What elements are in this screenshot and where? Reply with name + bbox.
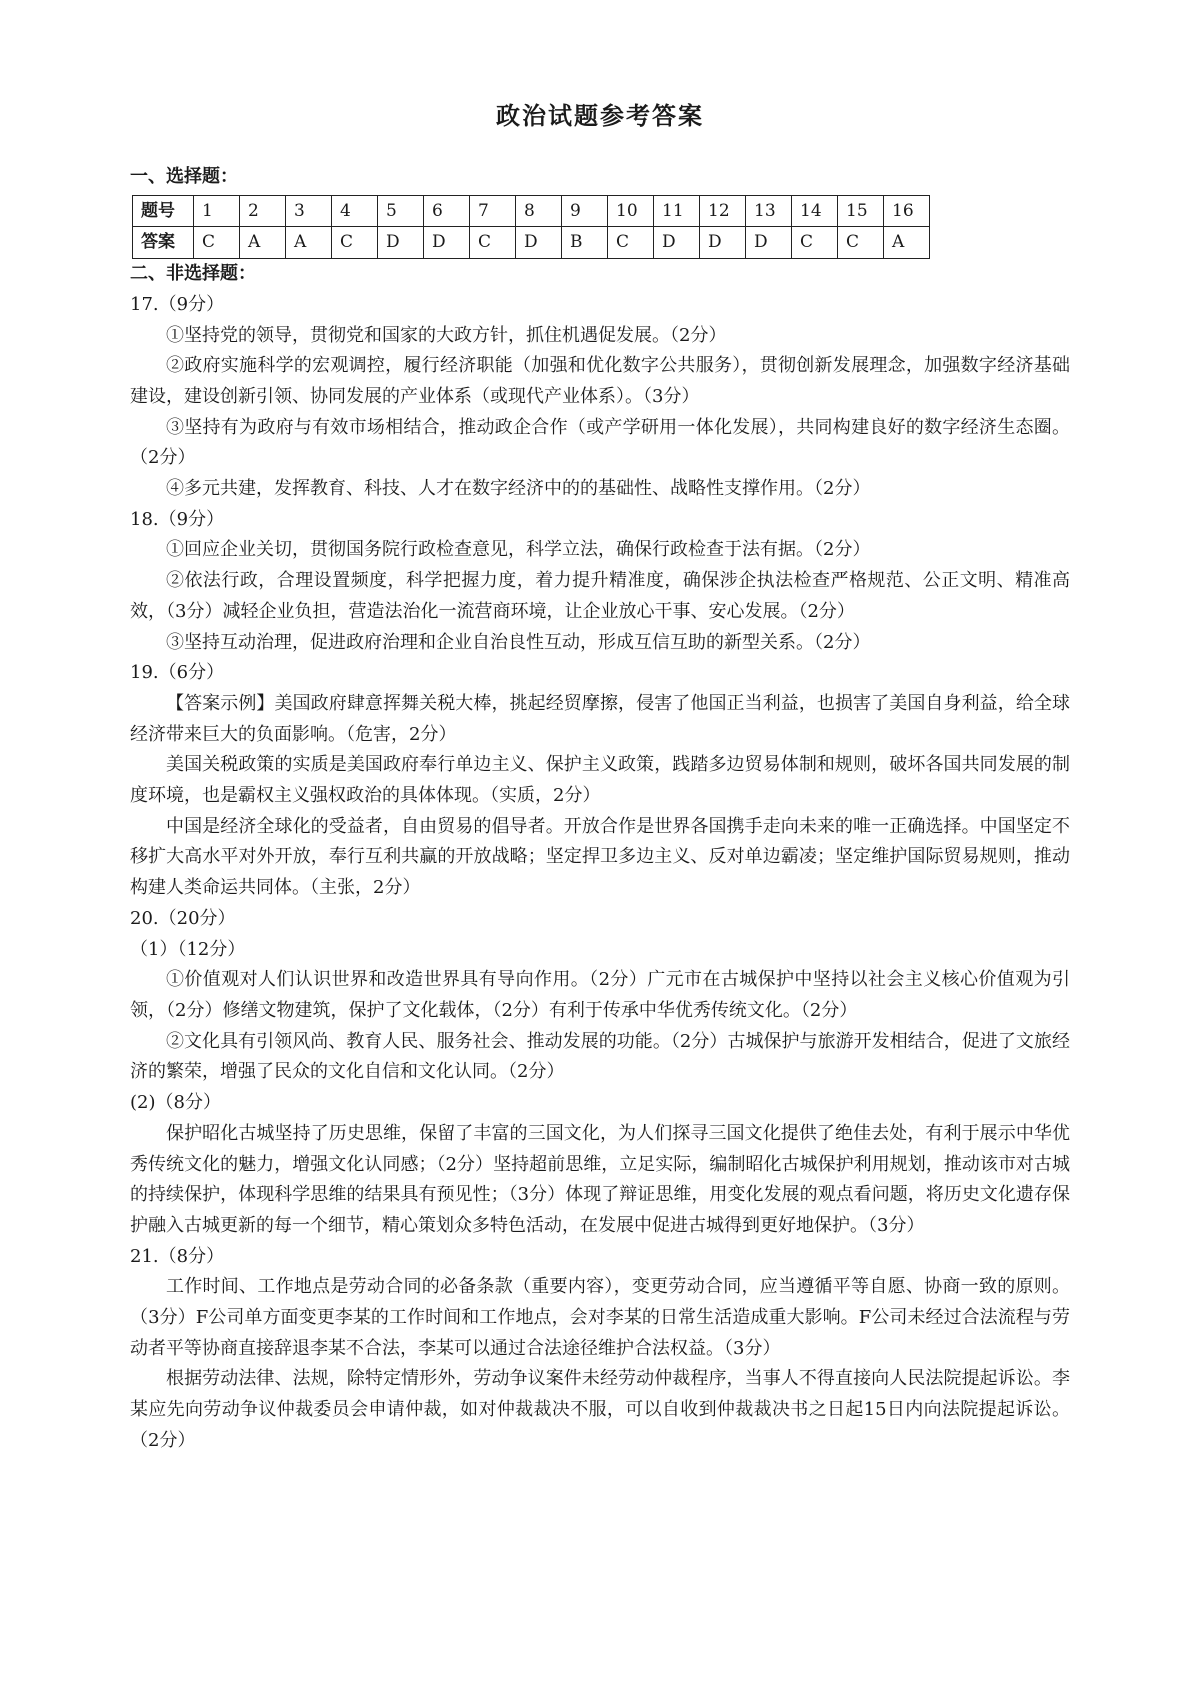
table-cell-number: 8 xyxy=(516,195,562,227)
table-cell-answer: C xyxy=(470,227,516,259)
table-cell-answer: B xyxy=(562,227,608,259)
q21-heading: 21.（8分） xyxy=(130,1245,225,1267)
table-cell-answer: D xyxy=(746,227,792,259)
table-cell-number: 7 xyxy=(470,195,516,227)
table-head-answer: 答案 xyxy=(133,227,194,259)
table-cell-answer: D xyxy=(424,227,470,259)
table-row-numbers xyxy=(133,195,930,227)
table-cell-number: 1 xyxy=(194,195,240,227)
q21-paragraph-1: 工作时间、工作地点是劳动合同的必备条款（重要内容），变更劳动合同，应当遵循平等自愿、协商一致的原则。（3分）F公司单方面变更李某的工作时间和工作地点，会对李某的日常生活造成重大影响。F公司未经过合法流程与劳动者平等协商直接辞退李某不合法，李某可以通过合法途径维护合法权益。（3分） xyxy=(130,1276,1070,1359)
q21-paragraph-2: 根据劳动法律、法规，除特定情形外，劳动争议案件未经劳动仲裁程序，当事人不得直接向人民法院提起诉讼。李某应先向劳动争议仲裁委员会申请仲裁，如对仲裁裁决不服，可以自收到仲裁裁决书之日起15日内向法院提起诉讼。（2分） xyxy=(130,1368,1070,1451)
table-cell-number: 3 xyxy=(286,195,332,227)
section-1-title: 一、选择题： xyxy=(130,166,238,187)
table-cell-number: 13 xyxy=(746,195,792,227)
table-cell-answer: C xyxy=(608,227,654,259)
content xyxy=(130,162,1070,1457)
q18-point-2: ②依法行政，合理设置频度，科学把握力度，着力提升精准度，确保涉企执法检查严格规范、公正文明、精准高效，（3分）减轻企业负担，营造法治化一流营商环境，让企业放心干事、安心发展。（2分） xyxy=(130,570,1070,622)
table-head-number: 题号 xyxy=(133,195,194,227)
table-cell-number: 16 xyxy=(884,195,930,227)
table-cell-number: 11 xyxy=(654,195,700,227)
table-cell-answer: A xyxy=(884,227,930,259)
q18-point-3: ③坚持互动治理，促进政府治理和企业自治良性互动，形成互信互助的新型关系。（2分） xyxy=(166,631,871,653)
q19-paragraph-2: 美国关税政策的实质是美国政府奉行单边主义、保护主义政策，践踏多边贸易体制和规则，破坏各国共同发展的制度环境，也是霸权主义强权政治的具体体现。（实质，2分） xyxy=(130,754,1070,807)
q20-point-1: ①价值观对人们认识世界和改造世界具有导向作用。（2分）广元市在古城保护中坚持以社会主义核心价值观为引领，（2分）修缮文物建筑，保护了文化载体，（2分）有利于传承中华优秀传统文化。（2分） xyxy=(130,969,1070,1021)
q20-subheading-2: (2)（8分） xyxy=(130,1092,221,1114)
q20-subheading-1: （1）（12分） xyxy=(130,938,246,960)
table-cell-number: 14 xyxy=(792,195,838,227)
table-cell-number: 9 xyxy=(562,195,608,227)
q18-point-1: ①回应企业关切，贯彻国务院行政检查意见，科学立法，确保行政检查于法有据。（2分） xyxy=(166,539,871,561)
table-cell-number: 15 xyxy=(838,195,884,227)
table-cell-answer: D xyxy=(516,227,562,259)
q20-point-2: ②文化具有引领风尚、教育人民、服务社会、推动发展的功能。（2分）古城保护与旅游开发相结合，促进了文旅经济的繁荣，增强了民众的文化自信和文化认同。（2分） xyxy=(130,1030,1070,1083)
table-cell-number: 12 xyxy=(700,195,746,227)
q17-heading: 17.（9分） xyxy=(130,293,225,315)
table-cell-number: 10 xyxy=(608,195,654,227)
table-cell-answer: D xyxy=(654,227,700,259)
q20-paragraph-3: 保护昭化古城坚持了历史思维，保留了丰富的三国文化，为人们探寻三国文化提供了绝佳去处，有利于展示中华优秀传统文化的魅力，增强文化认同感；（2分）坚持超前思维，立足实际，编制昭化古城保护利用规划，推动该市对古城的持续保护，体现科学思维的结果具有预见性；（3分）体现了辩证思维，用变化发展的观点看问题，将历史文化遗存保护融入古城更新的每一个细节，精心策划众多特色活动，在发展中促进古城得到更好地保护。（3分） xyxy=(130,1122,1070,1236)
table-cell-answer: C xyxy=(194,227,240,259)
table-cell-answer: A xyxy=(240,227,286,259)
q17-point-1: ①坚持党的领导，贯彻党和国家的大政方针，抓住机遇促发展。（2分） xyxy=(166,324,727,346)
table-cell-answer: D xyxy=(378,227,424,259)
q19-paragraph-3: 中国是经济全球化的受益者，自由贸易的倡导者。开放合作是世界各国携手走向未来的唯一正确选择。中国坚定不移扩大高水平对外开放，奉行互利共赢的开放战略；坚定捍卫多边主义、反对单边霸凌；坚定维护国际贸易规则，推动构建人类命运共同体。（主张，2分） xyxy=(130,815,1070,899)
q20-heading: 20.（20分） xyxy=(130,907,236,929)
table-cell-answer: A xyxy=(286,227,332,259)
table-cell-number: 4 xyxy=(332,195,378,227)
page-title: 政治试题参考答案 xyxy=(496,101,704,130)
table-cell-number: 6 xyxy=(424,195,470,227)
q19-heading: 19.（6分） xyxy=(130,662,225,684)
table-cell-answer: C xyxy=(792,227,838,259)
q17-point-4: ④多元共建，发挥教育、科技、人才在数字经济中的的基础性、战略性支撑作用。（2分） xyxy=(166,478,871,500)
table-cell-number: 2 xyxy=(240,195,286,227)
section-2-title: 二、非选择题： xyxy=(130,263,256,285)
table-cell-answer: C xyxy=(838,227,884,259)
table-cell-number: 5 xyxy=(378,195,424,227)
table-cell-answer: D xyxy=(700,227,746,259)
answer-table xyxy=(132,195,930,259)
table-cell-answer: C xyxy=(332,227,378,259)
table-row-answers xyxy=(133,227,930,259)
q18-heading: 18.（9分） xyxy=(130,508,225,530)
q17-point-2: ②政府实施科学的宏观调控，履行经济职能（加强和优化数字公共服务），贯彻创新发展理念，加强数字经济基础建设，建设创新引领、协同发展的产业体系（或现代产业体系）。（3分） xyxy=(130,355,1070,407)
q19-paragraph-1: 【答案示例】美国政府肆意挥舞关税大棒，挑起经贸摩擦，侵害了他国正当利益，也损害了美国自身利益，给全球经济带来巨大的负面影响。（危害，2分） xyxy=(130,692,1070,745)
q17-point-3: ③坚持有为政府与有效市场相结合，推动政企合作（或产学研用一体化发展），共同构建良好的数字经济生态圈。（2分） xyxy=(130,416,1070,469)
